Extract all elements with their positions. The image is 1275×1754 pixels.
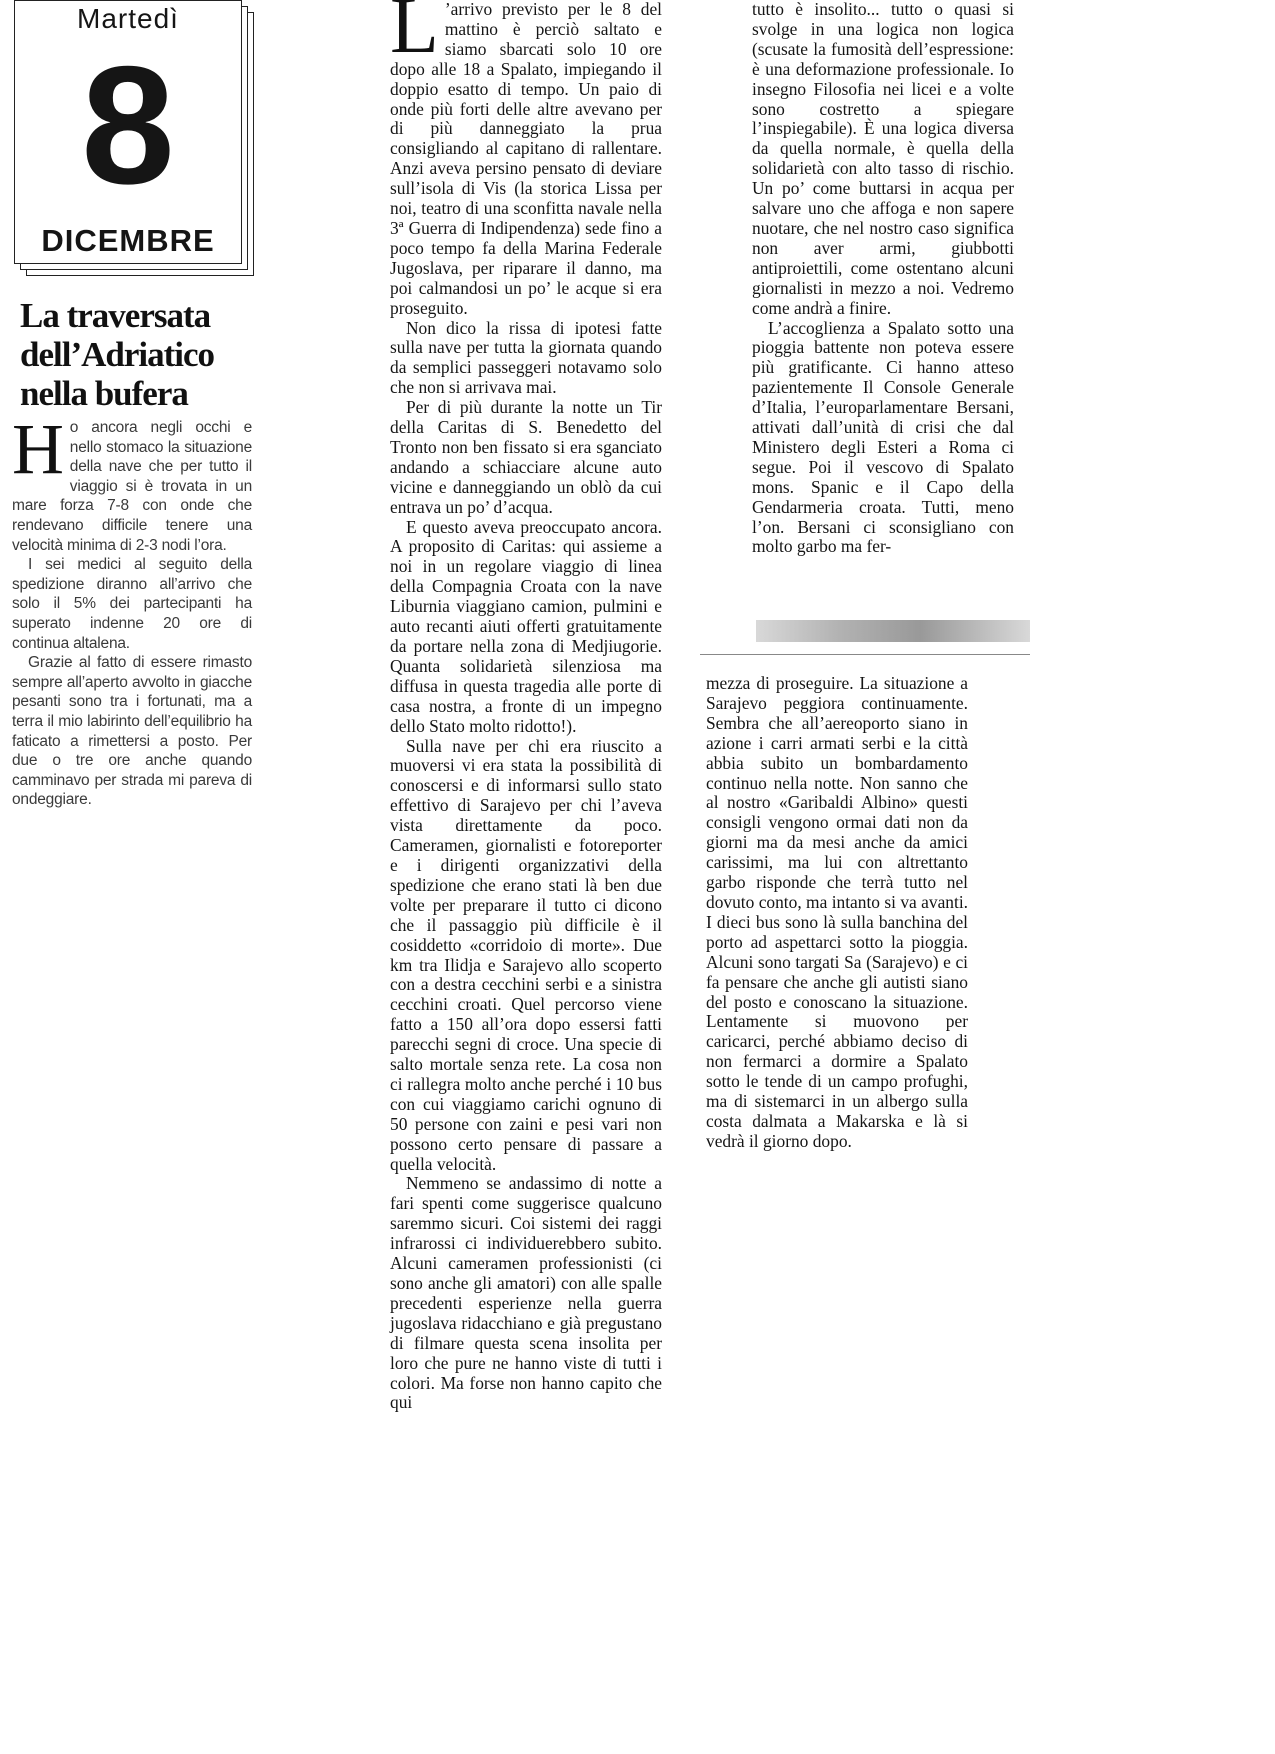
article-column-3 (752, 0, 1014, 557)
calendar-month: DICEMBRE (41, 223, 215, 258)
clipping-cut-line (700, 654, 1030, 655)
paragraph: Sulla nave per chi era riuscito a muoversi vi era stata la possibilità di conoscersi e di informarsi sullo stato effettivo di Sarajevo per chi l’aveva vista direttamente da poco. Cameramen, giornalisti e fotoreporter e i dirigenti organizzativi della spedizione che erano stati là ben due volte per preparare il tutto ci dicono che il passaggio più difficile è il cosiddetto «corridoio di morte». Due km tra Ilidja e Sarajevo allo scoperto con a destra cecchini serbi e a sinistra cecchini croati. Quel percorso viene fatto a 150 all’ora dopo essersi fatti parecchi segni di croce. Una specie di salto mortale senza rete. La cosa non ci rallegra molto anche perché i 10 bus con cui viaggiamo carichi ognuno di 50 persone con zaini e pesi vari non possono certo pensare di passare a quella velocità. (390, 735, 662, 1174)
paragraph: L’accoglienza a Spalato sotto una pioggia battente non poteva essere più gratificante. Ci hanno atteso pazientemente Il Console Generale d’Italia, l’europarlamentare Bersani, attivati dall’unità di crisi che dal Ministero degli Esteri a Roma ci segue. Poi il vescovo di Spalato mons. Spanic e il Capo della Gendarmeria croata. Tutti, meno l’on. Bersani ci sconsigliano con molto garbo ma fer- (752, 317, 1014, 557)
paragraph: Nemmeno se andassimo di notte a fari spenti come suggerisce qualcuno saremmo sicuri. Coi sistemi dei raggi infrarossi ci individuerebbero subito. Alcuni cameramen professionisti (ci sono anche gli amatori) con alle spalle precedenti esperienze nella guerra jugoslava ridacchiano e già pregustano di filmare questa scena insolita per loro che pure ne hanno viste di tutti i colori. Ma forse non hanno capito che qui (390, 1173, 662, 1413)
paragraph: Grazie al fatto di essere rimasto sempre all’aperto avvolto in giacche pesanti sono tra i fortunati, ma a terra il mio labirinto dell’equilibrio ha faticato a rimettersi a posto. Per due o tre ore anche quando camminavo per strada mi pareva di ondeggiare. (12, 654, 252, 809)
paragraph: E questo aveva preoccupato ancora. A proposito di Caritas: qui assieme a noi in un regolare viaggio di linea della Compagnia Croata con la nave Liburnia viaggiano camion, pulmini e auto recanti aiuti offerti gratuitamente da portare nella zona di Medjiugorie. Quanta solidarietà silenziosa ma diffusa in questa tragedia alle porte di casa nostra, a fronte di un impegno dello Stato molto ridotto!). (390, 516, 662, 736)
calendar-weekday: Martedì (77, 3, 179, 34)
calendar-front-page (14, 0, 242, 264)
paragraph (390, 0, 662, 319)
article-column-4 (706, 674, 968, 1152)
paragraph: tutto è insolito... tutto o quasi si svolge in una logica non logica (scusate la fumosità dell’espressione: è una deformazione professionale. Io insegno Filosofia nei licei e a volte sono costretto a spiegare l’inspiegabile). È una logica diversa da quella normale, è quella della solidarietà con alto tasso di rischio. Un po’ come buttarsi in acqua per salvare uno che affoga e non sapere nuotare, che nel nostro caso significa non aver armi, giubbotti antiproiettili, come ostentano alcuni giornalisti in mezzo a noi. Vedremo come andrà a finire. (752, 0, 1014, 318)
clipping-cut-mark (756, 620, 1030, 642)
article-column-2 (390, 0, 662, 1413)
drop-cap: H (12, 409, 64, 489)
paragraph: I sei medici al seguito della spedizione diranno all’arrivo che solo il 5% dei partecipanti ha superato indenne 20 ore di continua altalena. (12, 556, 252, 652)
paragraph-text: ’arrivo previsto per le 8 del mattino è perciò saltato e siamo sbarcati solo 10 ore dopo alle 18 a Spalato, impiegando il doppio esatto di tempo. Un paio di onde più forti delle altre avevano per di più danneggiato la prua consigliando al capitano di rallentare. Anzi aveva persino pensato di deviare sull’isola di Vis (la storica Lissa per noi, teatro di una sconfitta navale nella 3ª Guerra di Indipendenza) sede fino a poco tempo fa della Marina Federale Jugoslava, per riparare il danno, ma poi calmandosi un po’ le acque si era proseguito. (390, 0, 662, 318)
paragraph (12, 409, 252, 555)
article-column-1 (12, 409, 252, 810)
paragraph: Non dico la rissa di ipotesi fatte sulla nave per tutta la giornata quando da semplici passeggeri notavamo solo che non si arrivava mai. (390, 317, 662, 398)
paragraph-text: o ancora negli occhi e nello stomaco la situazione della nave che per tutto il viaggio si è trovata in un mare forza 7-8 con onde che rendevano difficile tenere una velocità minima di 2-3 nodi l’ora. (12, 419, 252, 554)
article-headline: La traversata dell’Adriatico nella bufera (20, 296, 215, 413)
calendar-day-number: 8 (81, 31, 175, 219)
paragraph: Per di più durante la notte un Tir della Caritas di S. Benedetto del Tronto non ben fissato si era sganciato andando a schiacciare alcune auto vicine e danneggiando un oblò da cui entrava un po’ d’acqua. (390, 397, 662, 517)
drop-cap: L (390, 0, 439, 70)
paragraph: mezza di proseguire. La situazione a Sarajevo peggiora continuamente. Sembra che all’aereoporto siano in azione i carri armati serbi e la città abbia subito un bombardamento continuo nella notte. Non sanno che al nostro «Garibaldi Albino» questi consigli vengono ormai dati non da giorni ma da mesi anche da amici carissimi, ma lui con altrettanto garbo risponde che terrà tutto nel dovuto conto, ma intanto si va avanti. I dieci bus sono là sulla banchina del porto ad aspettarci sotto la pioggia. Alcuni sono targati Sa (Sarajevo) e ci fa pensare che anche gli autisti siano del posto e conoscano la situazione. Lentamente si muovono per caricarci, perché abbiamo deciso di non fermarci a dormire a Spalato sotto le tende di un campo profughi, ma di sistemarci in un albergo sulla costa dalmata a Makarska e là si vedrà il giorno dopo. (706, 673, 968, 1151)
date-calendar-box (14, 0, 254, 260)
